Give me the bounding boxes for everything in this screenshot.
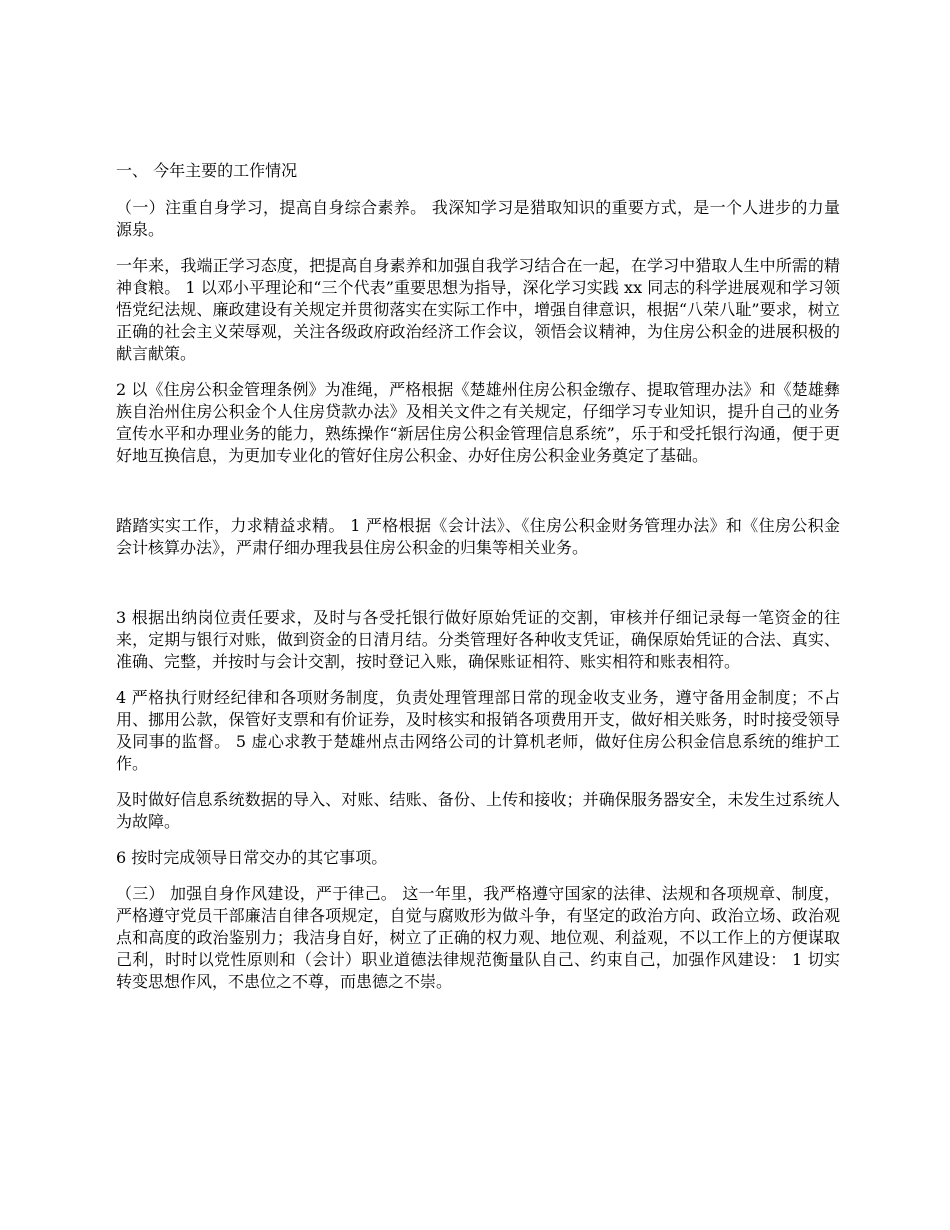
paragraph-8: 6 按时完成领导日常交办的其它事项。 (116, 848, 388, 867)
document-page (116, 160, 840, 993)
paragraph-3: 2 以《住房公积金管理条例》为准绳，严格根据《楚雄州住房公积金缴存、提取管理办法》和《楚雄彝族自治州住房公积金个人住房贷款办法》及相关文件之有关规定，仔细学习专业知识，提升自己的业务宣传水平和办理业务的能力，熟练操作“新居住房公积金管理信息系统”，乐于和受托银行沟通，便于更好地互换信息，为更加专业化的管好住房公积金、办好住房公积金业务奠定了基础。 (116, 380, 840, 465)
paragraph-5: 3 根据出纳岗位责任要求，及时与各受托银行做好原始凭证的交割，审核并仔细记录每一笔资金的往来，定期与银行对账，做到资金的日清月结。分类管理好各种收支凭证，确保原始凭证的合法、真实、准确、完整，并按时与会计交割，按时登记入账，确保账证相符、账实相符和账表相符。 (116, 608, 840, 671)
paragraph-1: （一）注重自身学习，提高自身综合素养。 我深知学习是猎取知识的重要方式，是一个人进步的力量源泉。 (116, 198, 840, 239)
paragraph-7: 及时做好信息系统数据的导入、对账、结账、备份、上传和接收；并确保服务器安全，未发生过系统人为故障。 (116, 790, 840, 831)
paragraph-6: 4 严格执行财经纪律和各项财务制度，负责处理管理部日常的现金收支业务，遵守备用金制度；不占用、挪用公款，保管好支票和有价证券，及时核实和报销各项费用开支，做好相关账务，时时接受领导及同事的监督。 5 虚心求教于楚雄州点击网络公司的计算机老师，做好住房公积金信息系统的维护工作。 (116, 688, 840, 773)
paragraph-2: 一年来，我端正学习态度，把提高自身素养和加强自我学习结合在一起，在学习中猎取人生中所需的精神食粮。 1 以邓小平理论和“三个代表”重要思想为指导，深化学习实践 xx 同志的科学进展观和学习领悟党纪法规、廉政建设有关规定并贯彻落实在实际工作中，增强自律意识，根据“八荣八耻”要求，树立正确的社会主义荣辱观，关注各级政府政治经济工作会议，领悟会议精神，为住房公积金的进展积极的献言献策。 (116, 256, 840, 363)
paragraph-4: 踏踏实实工作，力求精益求精。 1 严格根据《会计法》、《住房公积金财务管理办法》和《住房公积金会计核算办法》，严肃仔细办理我县住房公积金的归集等相关业务。 (116, 516, 840, 557)
section-heading: 一、 今年主要的工作情况 (116, 161, 298, 180)
paragraph-9: （三） 加强自身作风建设，严于律己。 这一年里，我严格遵守国家的法律、法规和各项规章、制度，严格遵守党员干部廉洁自律各项规定，自觉与腐败形为做斗争，有坚定的政治方向、政治立场、政治观点和高度的政治鉴别力；我洁身自好，树立了正确的权力观、地位观、利益观，不以工作上的方便谋取己利，时时以党性原则和（会计）职业道德法律规范衡量队自己、约束自己，加强作风建设： 1 切实转变思想作风，不患位之不尊，而患德之不崇。 (116, 884, 840, 991)
